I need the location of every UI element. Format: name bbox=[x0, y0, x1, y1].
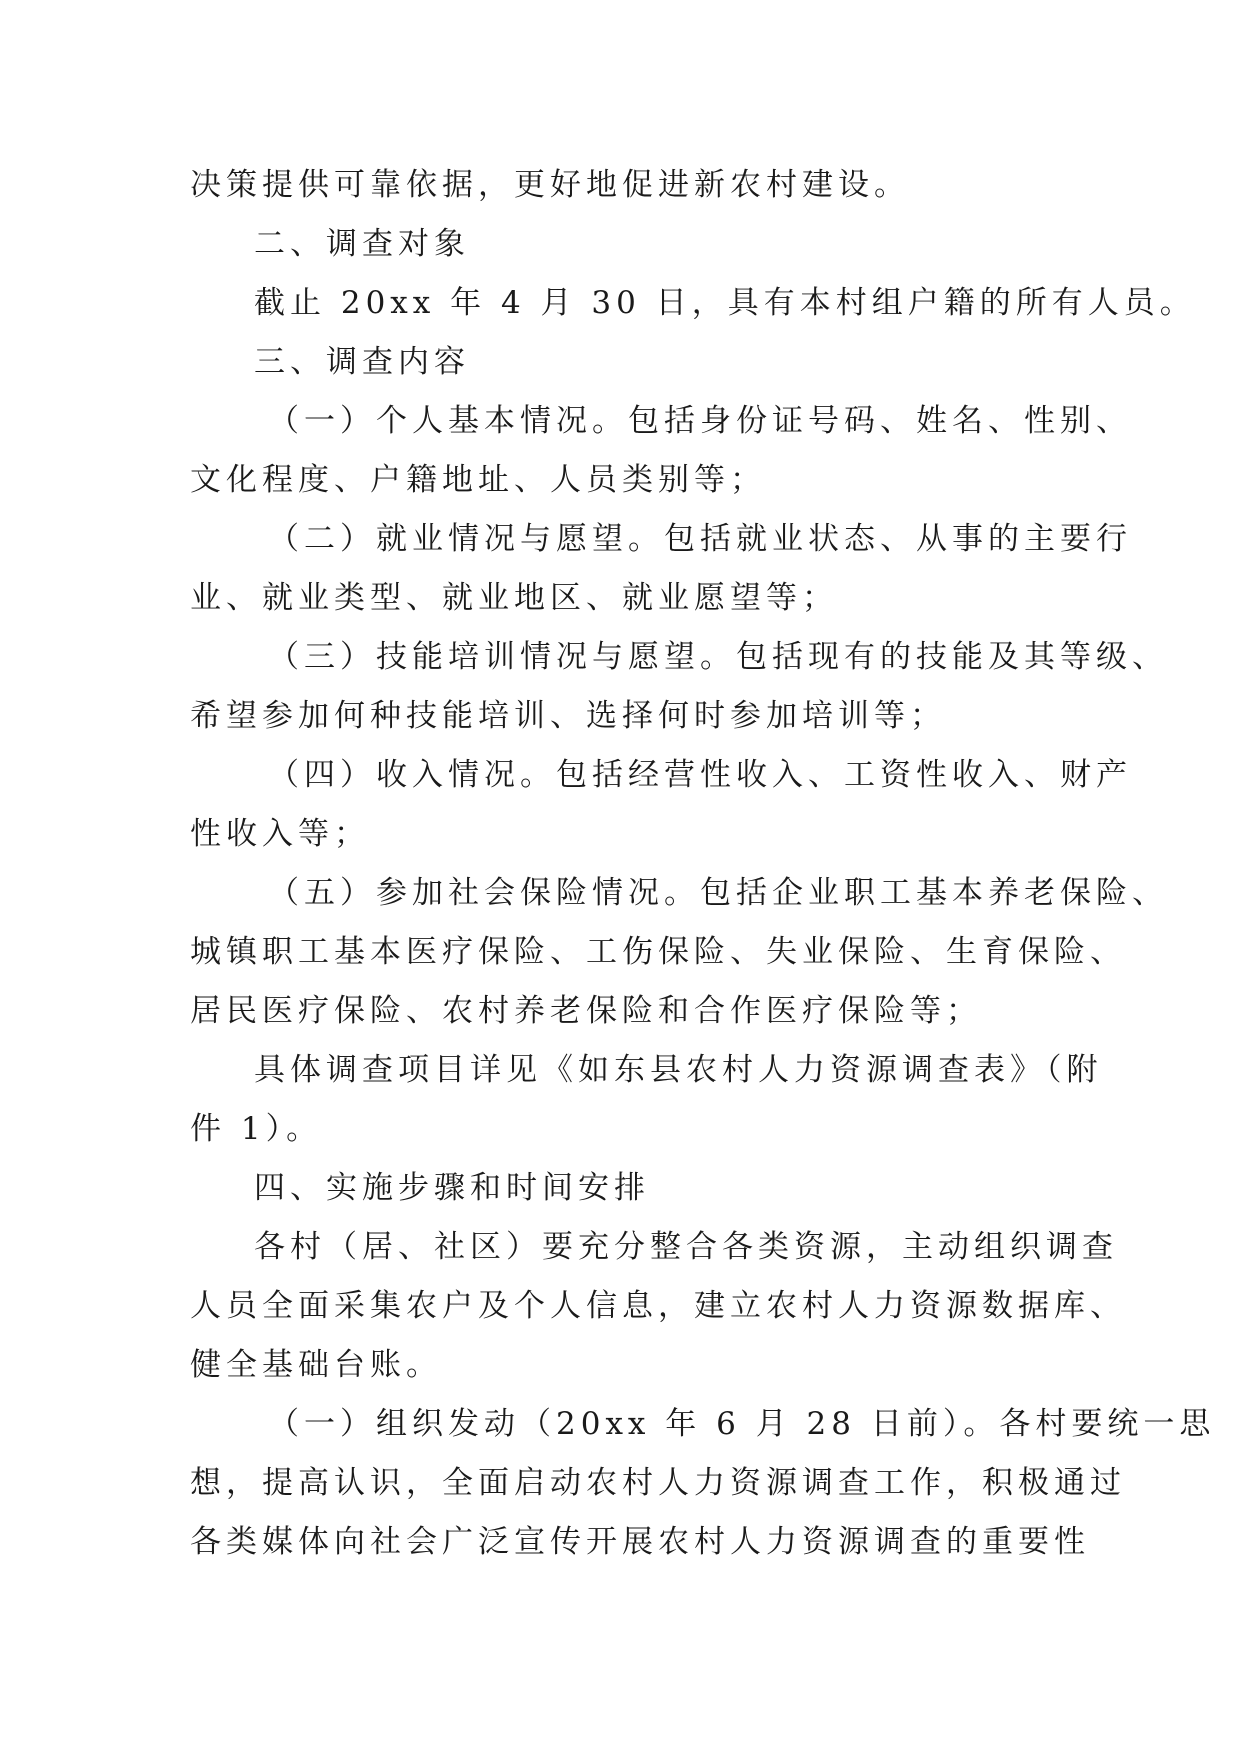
paragraph-line: 业、就业类型、就业地区、就业愿望等； bbox=[190, 580, 838, 616]
paragraph-line: 决策提供可靠依据，更好地促进新农村建设。 bbox=[190, 167, 910, 203]
paragraph-line: 居民医疗保险、农村养老保险和合作医疗保险等； bbox=[190, 993, 982, 1029]
paragraph-line: 各类媒体向社会广泛宣传开展农村人力资源调查的重要性 bbox=[190, 1524, 1090, 1560]
paragraph-line: 具体调查项目详见《如东县农村人力资源调查表》（附 bbox=[254, 1052, 1103, 1088]
paragraph-line: 想，提高认识，全面启动农村人力资源调查工作，积极通过 bbox=[190, 1465, 1126, 1501]
paragraph-line: 截止 20xx 年 4 月 30 日，具有本村组户籍的所有人员。 bbox=[254, 285, 1196, 321]
paragraph-line: （三）技能培训情况与愿望。包括现有的技能及其等级、 bbox=[268, 639, 1168, 675]
paragraph-line: 人员全面采集农户及个人信息，建立农村人力资源数据库、 bbox=[190, 1288, 1126, 1324]
paragraph-line: 希望参加何种技能培训、选择何时参加培训等； bbox=[190, 698, 946, 734]
paragraph-line: （四）收入情况。包括经营性收入、工资性收入、财产 bbox=[268, 757, 1132, 793]
paragraph-line: 各村（居、社区）要充分整合各类资源，主动组织调查 bbox=[254, 1229, 1118, 1265]
paragraph-line: （五）参加社会保险情况。包括企业职工基本养老保险、 bbox=[268, 875, 1168, 911]
section-heading: 四、实施步骤和时间安排 bbox=[254, 1170, 650, 1206]
paragraph-line: （二）就业情况与愿望。包括就业状态、从事的主要行 bbox=[268, 521, 1132, 557]
section-heading: 三、调查内容 bbox=[254, 344, 470, 380]
paragraph-line: 件 1）。 bbox=[190, 1111, 323, 1147]
paragraph-line: 文化程度、户籍地址、人员类别等； bbox=[190, 462, 766, 498]
section-heading: 二、调查对象 bbox=[254, 226, 470, 262]
paragraph-line: 城镇职工基本医疗保险、工伤保险、失业保险、生育保险、 bbox=[190, 934, 1126, 970]
document-body bbox=[190, 156, 1216, 1572]
paragraph-line: （一）个人基本情况。包括身份证号码、姓名、性别、 bbox=[268, 403, 1132, 439]
paragraph-line: 性收入等； bbox=[190, 816, 370, 852]
paragraph-line: （一）组织发动（20xx 年 6 月 28 日前）。各村要统一思 bbox=[268, 1406, 1216, 1442]
paragraph-line: 健全基础台账。 bbox=[190, 1347, 442, 1383]
